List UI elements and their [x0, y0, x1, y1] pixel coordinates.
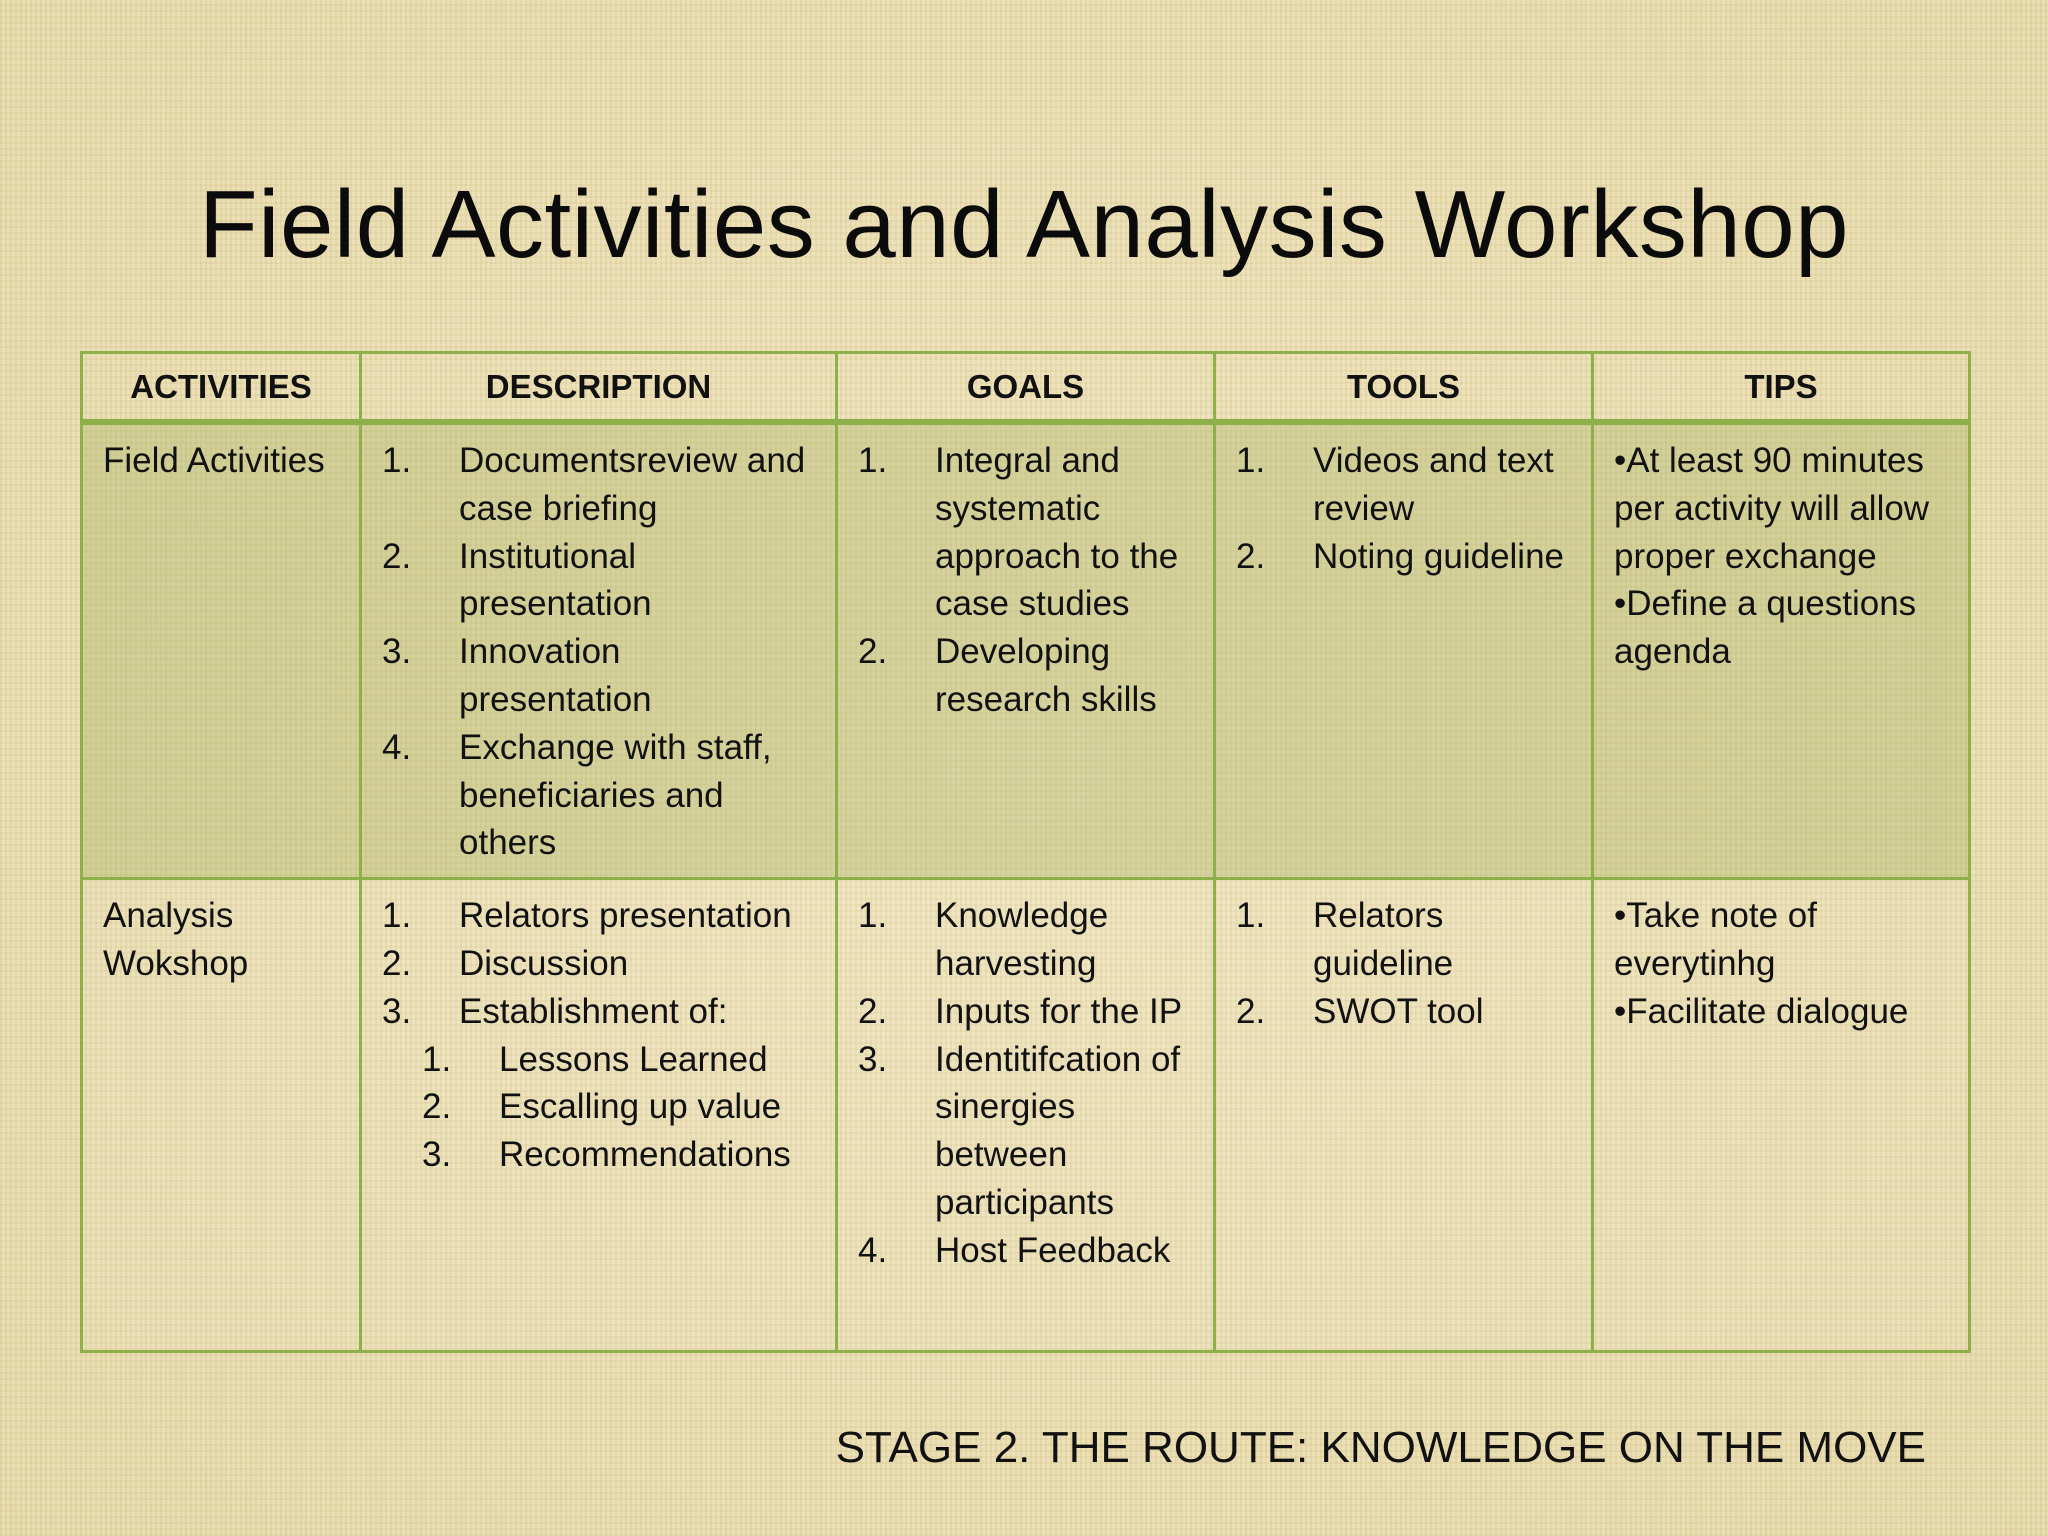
list-item: 1. Documentsreview and case briefing	[382, 441, 806, 528]
activities-table	[80, 351, 1971, 1353]
tip-item: •Facilitate dialogue	[1614, 991, 1909, 1031]
list-item: 2. Noting guideline	[1236, 536, 1565, 576]
list-item: 1. Relators presentation	[382, 896, 792, 936]
goals-cell	[837, 879, 1215, 1352]
tips-cell	[1593, 879, 1970, 1352]
activity-cell	[82, 879, 361, 1352]
list-item: 1. Integral and systematic approach to the case studies	[858, 441, 1179, 624]
list-item: 3. Establishment of:	[382, 991, 728, 1031]
list-item: 2. Institutional presentation	[382, 536, 652, 624]
list-item: 1. Knowledge harvesting	[858, 896, 1109, 983]
list-item: 3. Innovation presentation	[382, 632, 652, 719]
tools-cell	[1215, 422, 1593, 879]
list-item: 3. Identitifcation of sinergies between participants	[858, 1039, 1181, 1222]
slide-title: Field Activities and Analysis Workshop	[199, 171, 1849, 278]
list-item: 1. Videos and text review	[1236, 441, 1554, 528]
table-row	[82, 422, 1970, 879]
table-header-row	[82, 353, 1970, 423]
tip-item: •Define a questions agenda	[1614, 584, 1917, 672]
activity-label: Field Activities	[103, 441, 325, 480]
column-header-tips: TIPS	[1593, 353, 1970, 423]
goals-cell	[837, 422, 1215, 879]
sub-list-item: 2. Escalling up value	[422, 1087, 782, 1127]
sub-list-item: 3. Recommendations	[422, 1135, 791, 1175]
tools-cell	[1215, 879, 1593, 1352]
column-header-goals: GOALS	[837, 353, 1215, 423]
tip-item: •At least 90 minutes per activity will allow proper exchange	[1614, 441, 1930, 576]
column-header-activities: ACTIVITIES	[82, 353, 361, 423]
activity-cell	[82, 422, 361, 879]
sub-list-item: 1. Lessons Learned	[422, 1039, 768, 1079]
tip-item: •Take note of everytinhg	[1614, 896, 1817, 983]
list-item: 1. Relators guideline	[1236, 896, 1454, 983]
list-item: 2. Discussion	[382, 943, 629, 983]
description-cell	[361, 422, 837, 879]
column-header-description: DESCRIPTION	[361, 353, 837, 423]
list-item: 4. Exchange with staff, beneficiaries and others	[382, 727, 772, 863]
list-item: 2. SWOT tool	[1236, 991, 1484, 1031]
tips-cell	[1593, 422, 1970, 879]
list-item: 2. Developing research skills	[858, 632, 1157, 719]
table-row	[82, 879, 1970, 1352]
slide-footer: STAGE 2. THE ROUTE: KNOWLEDGE ON THE MOVE	[835, 1423, 1926, 1472]
description-cell	[361, 879, 837, 1352]
column-header-tools: TOOLS	[1215, 353, 1593, 423]
activity-label: Analysis Wokshop	[103, 896, 249, 983]
list-item: 2. Inputs for the IP	[858, 991, 1183, 1031]
list-item: 4. Host Feedback	[858, 1230, 1171, 1270]
